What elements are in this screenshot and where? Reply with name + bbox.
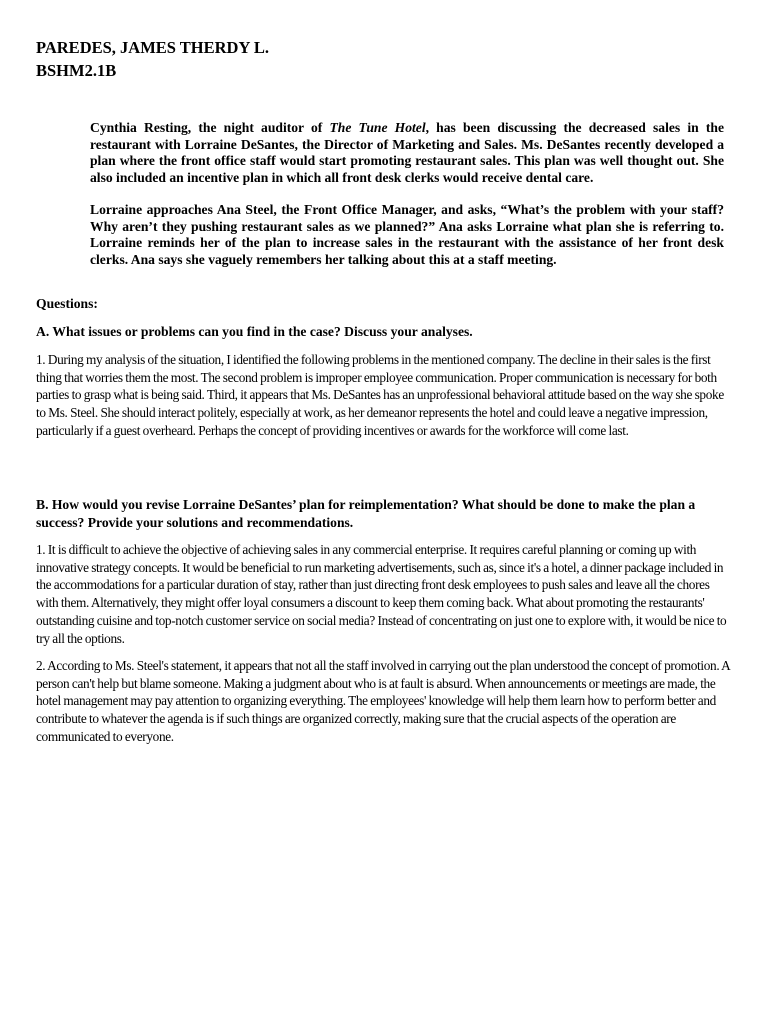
answer-a-1: 1. During my analysis of the situation, I identified the following problems in the mentioned company. The decline in their sales is the first thing that worries them the most. The second problem is improper employee communication. Proper communication is necessary for both parties to grasp what is being said. Third, it appears that Ms. DeSantes has an unprofessional behavioral attitude based on the way she spoke to Ms. Steel. She should interact politely, especially at work, as her demeanor represents the hotel and could leave a negative impression, particularly if a guest overheard. Perhaps the concept of providing incentives or awards for the workforce will come last. bbox=[36, 352, 724, 438]
case-paragraph-2: Lorraine approaches Ana Steel, the Front Office Manager, and asks, “What’s the problem with your staff? Why aren’t they pushing restaurant sales as we planned?” Ana asks Lorraine what plan she is referring to. Lorraine reminds her of the plan to increase sales in the restaurant with the assistance of her front desk clerks. Ana says she vaguely remembers her talking about this at a staff meeting. bbox=[90, 202, 724, 267]
questions-label: Questions: bbox=[36, 296, 98, 311]
question-b: B. How would you revise Lorraine DeSantes’ plan for reimplementation? What should be done to make the plan a success? Provide your solutions and recommendations. bbox=[36, 497, 696, 530]
question-a: A. What issues or problems can you find in the case? Discuss your analyses. bbox=[36, 324, 473, 339]
case-paragraph-1 bbox=[90, 120, 724, 186]
answer-b-2: 2. According to Ms. Steel's statement, it appears that not all the staff involved in carrying out the plan understood the concept of promotion. A person can't help but blame someone. Making a judgment about who is at fault is absurd. When announcements or meetings are made, the hotel management may pay attention to organizing everything. The employees' knowledge will help them learn how to perform better and contribute to whatever the agenda is if such things are organized correctly, making sure that the crucial aspects of the operation are communicated to everyone. bbox=[36, 658, 730, 744]
case-text-rest: , has been discussing the decreased sales in the restaurant with Lorraine DeSantes, the Director of Marketing and Sales. Ms. DeSantes recently developed a plan where the front office staff would start promoting restaurant sales. This plan was well thought out. She also included an incentive plan in which all front desk clerks would receive dental care. bbox=[90, 120, 724, 185]
author-name: PAREDES, JAMES THERDY L. bbox=[36, 38, 270, 57]
answer-b-1: 1. It is difficult to achieve the objective of achieving sales in any commercial enterprise. It requires careful planning or coming up with innovative strategy concepts. It would be beneficial to run marketing advertisements, such as, since it's a hotel, a dinner package included in the accommodations for a particular duration of stay, rather than just directing front desk employees to push sales and leave all the chores with them. Alternatively, they might offer loyal consumers a discount to keep them coming back. What about promoting the restaurants' outstanding cuisine and top-notch customer service on social media? Instead of concentrating on just one to explore with, it would be nice to try all the options. bbox=[36, 542, 727, 646]
hotel-name: The Tune Hotel bbox=[329, 120, 426, 135]
class-section: BSHM2.1B bbox=[36, 61, 117, 80]
case-text-start: Cynthia Resting, the night auditor of bbox=[90, 120, 330, 135]
